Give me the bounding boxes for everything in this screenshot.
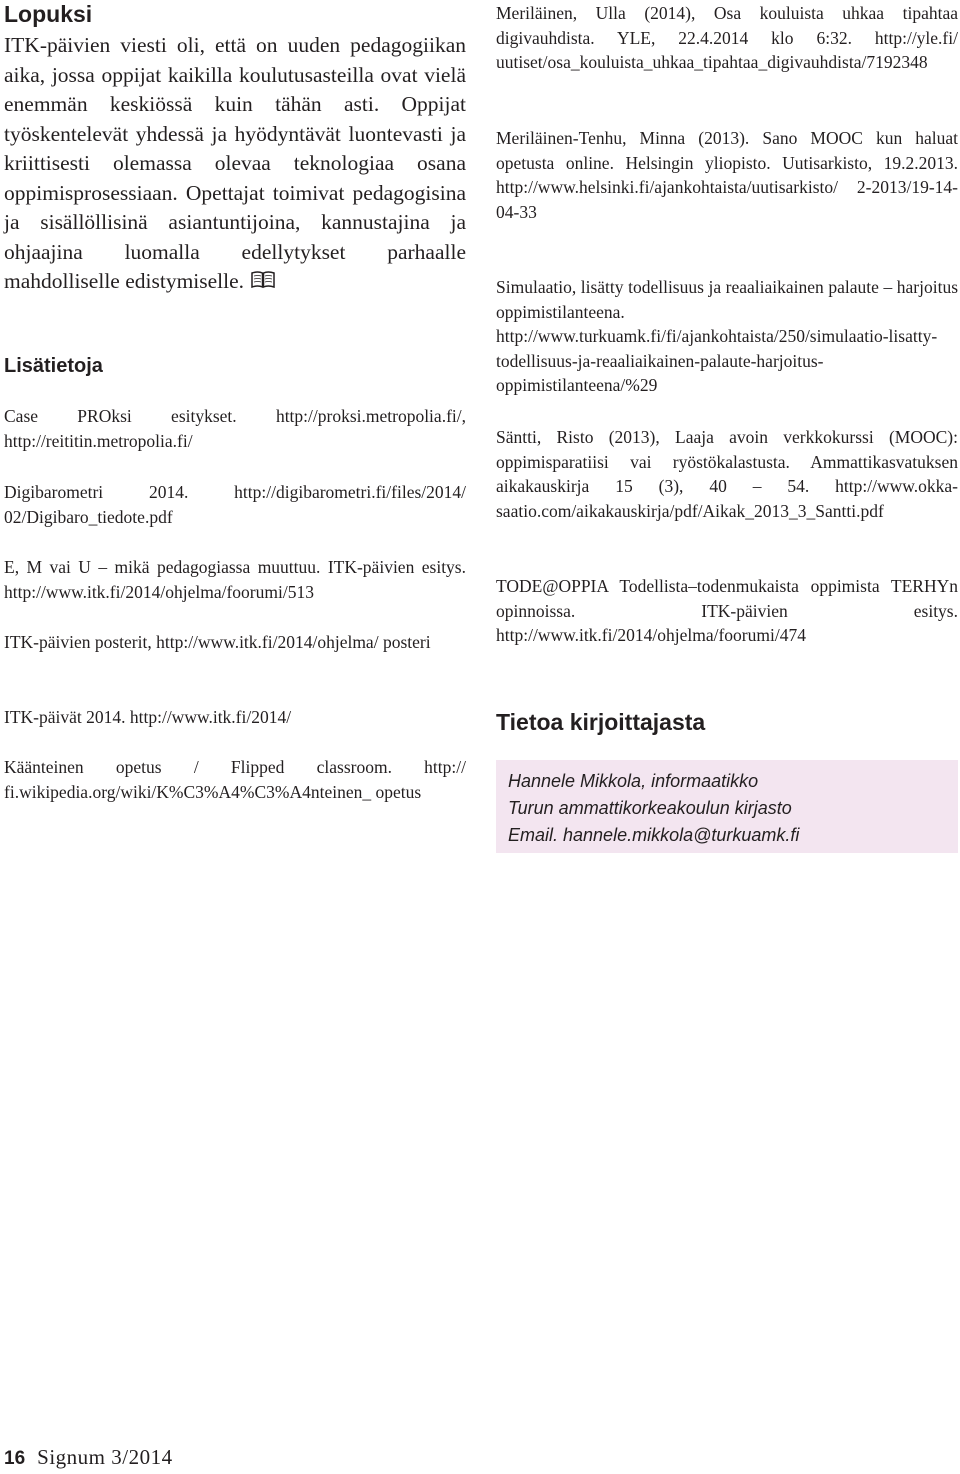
reference-item: Simulaatio, lisätty todellisuus ja reaaliaikainen palaute – harjoitus oppimistilanteena. http://www.turkuamk.fi/fi/ajankohtaista/250/simulaatio-lisatty-todellisuus-ja-reaaliaikainen-palaute-harjoitus-oppimistilanteena/%29 bbox=[496, 277, 958, 395]
reference-item: Digibarometri 2014. http://digibarometri.fi/files/2014/ 02/Digibaro_tiedote.pdf bbox=[4, 482, 466, 527]
reference-item: Käänteinen opetus / Flipped classroom. http:// fi.wikipedia.org/wiki/K%C3%A4%C3%A4nteinen_ opetus bbox=[4, 757, 466, 802]
reference-item: ITK-päivät 2014. http://www.itk.fi/2014/ bbox=[4, 707, 292, 727]
reference-item: ITK-päivien posterit, http://www.itk.fi/2014/ohjelma/ posteri bbox=[4, 632, 431, 652]
reference-item: Case PROksi esitykset. http://proksi.metropolia.fi/, http://reititin.metropolia.fi/ bbox=[4, 406, 466, 451]
more-info-heading: Lisätietoja bbox=[4, 355, 103, 377]
reference-item: Säntti, Risto (2013), Laaja avoin verkkokurssi (MOOC): oppimisparatiisi vai ryöstökalastusta. Ammattikasvatuksen aikakauskirja 15 (3), 40 – 54. http://www.okka-saatio.com/aikakauskirja/pdf/Aikak_2013_3_Santti.pdf bbox=[496, 427, 958, 521]
reference-item: Meriläinen, Ulla (2014), Osa kouluista uhkaa tipahtaa digivauhdista. YLE, 22.4.2014 klo 6:32. http://yle.fi/ uutiset/osa_kouluista_uhkaa_tipahtaa_digivauhdista/7192348 bbox=[496, 3, 958, 72]
reference-item: E, M vai U – mikä pedagogiassa muuttuu. ITK-päivien esitys. http://www.itk.fi/2014/ohjelma/foorumi/513 bbox=[4, 557, 466, 602]
book-icon bbox=[250, 269, 276, 289]
author-name: Hannele Mikkola, informaatikko bbox=[508, 771, 759, 791]
page-footer bbox=[4, 1444, 173, 1472]
conclusion-paragraph bbox=[4, 31, 466, 297]
conclusion-text: ITK-päivien viesti oli, että on uuden pedagogiikan aika, jossa oppijat kaikilla koulutusasteilla ovat vielä enemmän keskiössä kuin tähän asti. Oppijat työskentelevät yhdessä ja hyödyntävät luontevasti ja kriittisesti olemassa olevaa teknologiaa osana oppimisprosessiaan. Opettajat toimivat pedagogisina ja sisällöllisinä asiantuntijoina, kannustajina ja ohjaajina luomalla edellytykset parhaalle mahdolliselle edistymiselle. bbox=[4, 33, 466, 293]
author-info-box bbox=[496, 760, 958, 853]
reference-item: Meriläinen-Tenhu, Minna (2013). Sano MOOC kun haluat opetusta online. Helsingin yliopisto. Uutisarkisto, 19.2.2013. http://www.helsinki.fi/ajankohtaista/uutisarkisto/ 2-2013/19-14-04-33 bbox=[496, 128, 958, 222]
publication-name: Signum 3/2014 bbox=[37, 1445, 173, 1469]
author-organization: Turun ammattikorkeakoulun kirjasto bbox=[508, 798, 792, 818]
reference-item: TODE@OPPIA Todellista–todenmukaista oppimista TERHYn opinnoissa. ITK-päivien esitys. http://www.itk.fi/2014/ohjelma/foorumi/474 bbox=[496, 576, 958, 645]
author-heading: Tietoa kirjoittajasta bbox=[496, 709, 706, 735]
conclusion-heading: Lopuksi bbox=[4, 1, 93, 27]
author-email: Email. hannele.mikkola@turkuamk.fi bbox=[508, 825, 800, 845]
page-number: 16 bbox=[4, 1448, 26, 1469]
